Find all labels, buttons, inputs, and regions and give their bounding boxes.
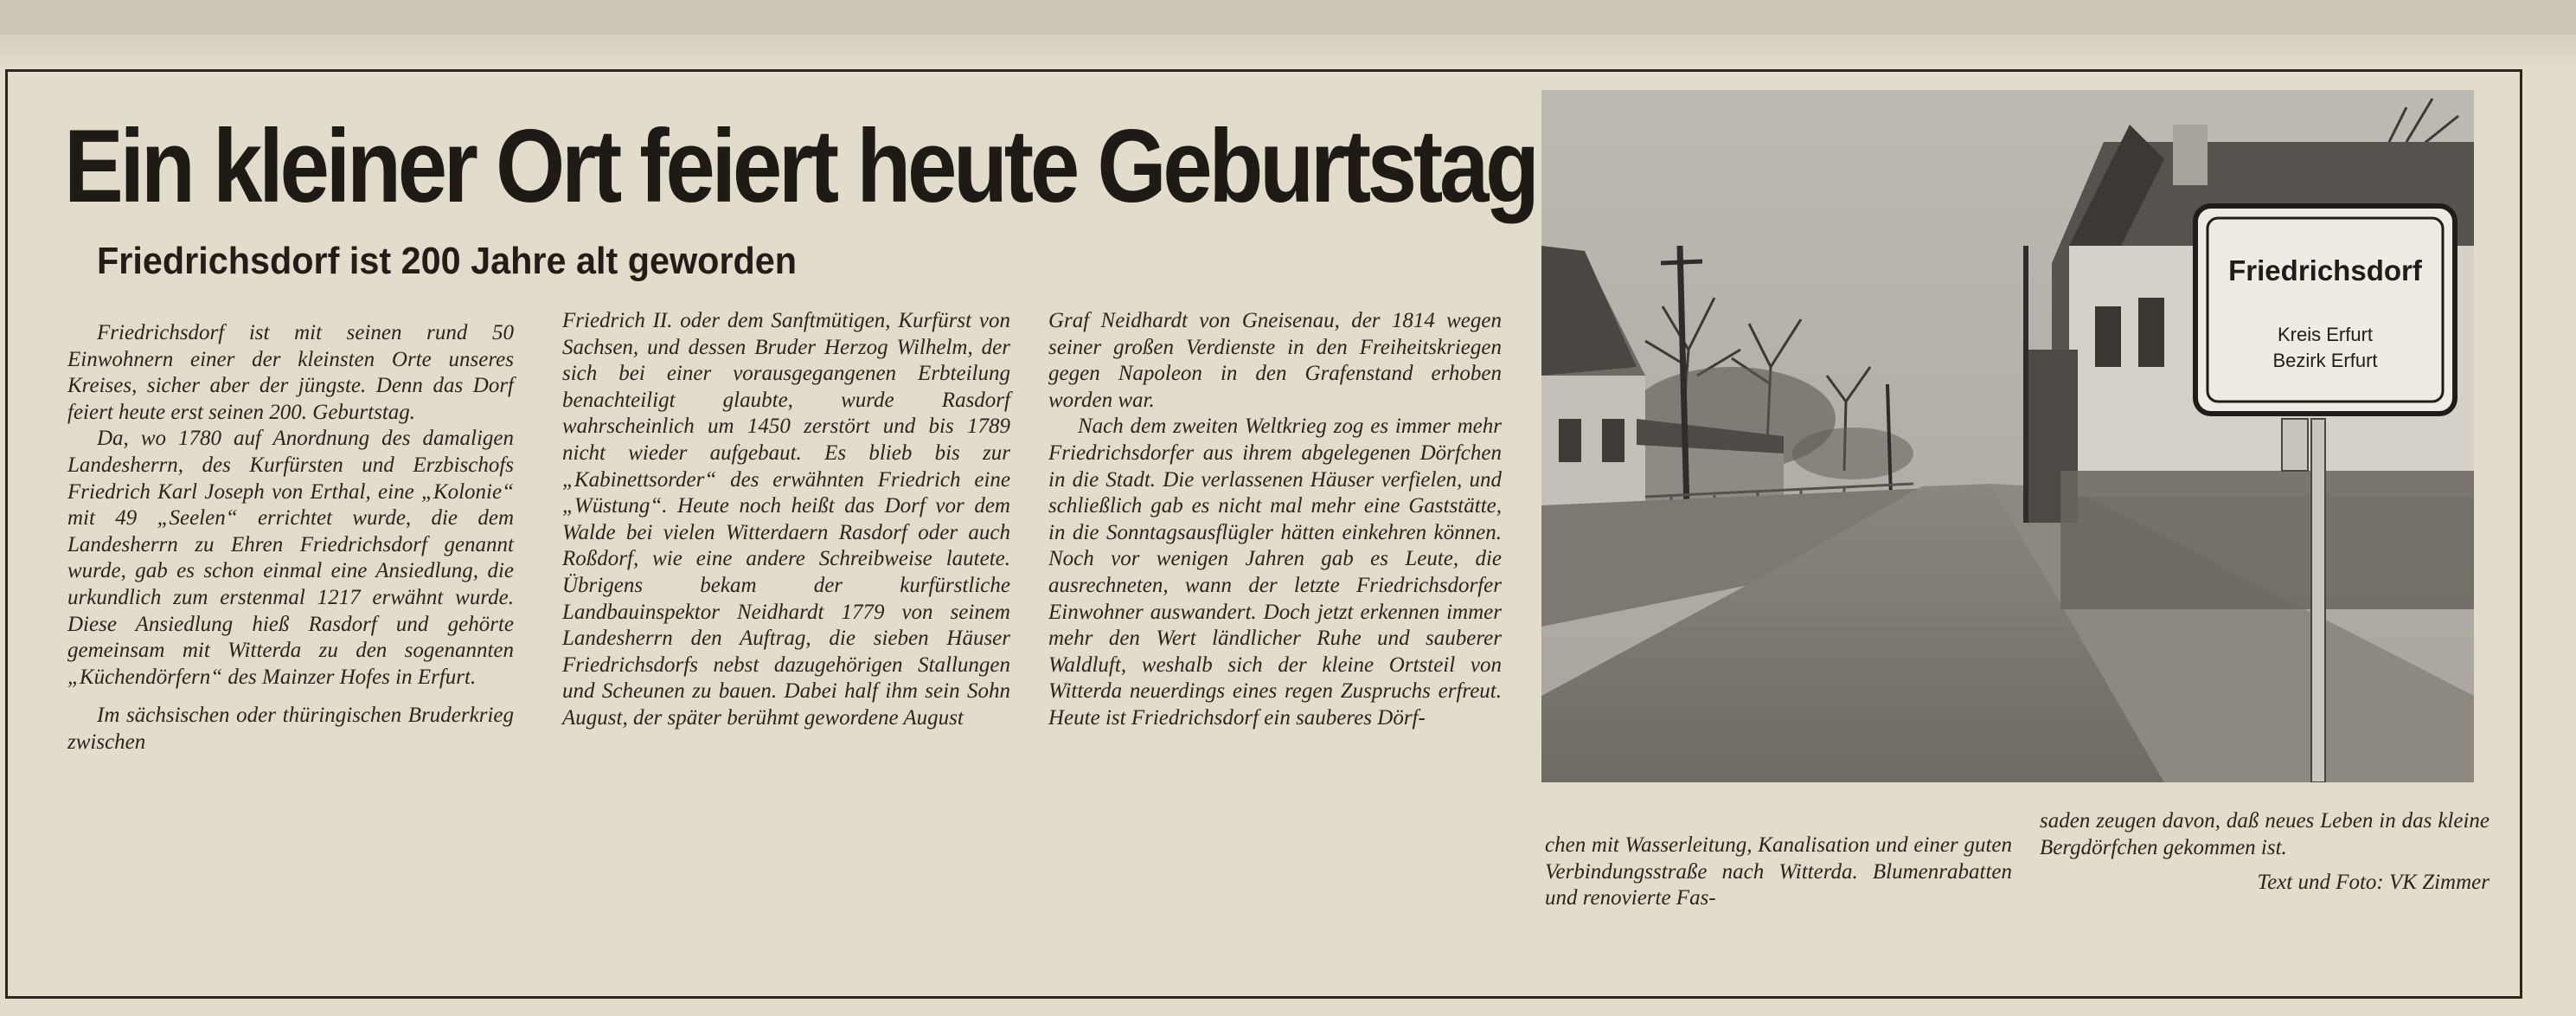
headline: Ein kleiner Ort feiert heute Geburtstag bbox=[64, 108, 1536, 224]
column-2-paragraph-1: Friedrich II. oder dem Sanftmütigen, Kurfürst von Sachsen, und dessen Bruder Herzog Wilhelm, der sich bei einer vorausgegangenen Erbteilung benachteiligt glaubte, wurde Rasdorf wahrscheinlich um 1450 zerstört und bis 1789 nicht wieder aufgebaut. Es blieb bis zur „Kabinettsorder“ des erwähnten Friedrich eine „Wüstung“. Heute noch heißt das Dorf vor dem Walde bei vielen Witterdaern Rasdorf oder auch Roßdorf, wie eine andere Schreibweise lautete. Übrigens bekam der kurfürstliche Landbauinspektor Neidhardt 1779 von seinem Landesherrn den Auftrag, die sieben Häuser Friedrichsdorfs nebst dazugehörigen Stallungen und Scheunen zu bauen. Dabei half ihm sein Sohn August, der später berühmt gewordene August bbox=[562, 309, 1010, 730]
hedge bbox=[2060, 471, 2474, 609]
article-column-2 bbox=[562, 308, 1010, 732]
column-3-paragraph-2: Nach dem zweiten Weltkrieg zog es immer mehr Friedrichsdorfer aus ihrem abgelegenen Dörfchen in die Stadt. Die verlassenen Häuser verfielen, und schließlich gab es nicht mal mehr eine Gaststätte, in die Sonntagsausflügler hätten einkehren können. Noch vor wenigen Jahren gab es Leute, die ausrechneten, wann der letzte Friedrichsdorfer Einwohner auswandert. Doch jetzt erkennen immer mehr den Wert ländlicher Ruhe und sauberer Waldluft, weshalb sich der kleine Ortsteil von Witterda neuerdings eines regen Zuspruchs erfreut. Heute ist Friedrichsdorf ein sauberes Dörf- bbox=[1048, 415, 1502, 730]
column-1-paragraph-1: Friedrichsdorf ist mit seinen rund 50 Einwohnern einer der kleinsten Orte unseres Kreises, sicher aber der jüngste. Denn das Dorf feiert heute erst seinen 200. Geburtstag. bbox=[67, 321, 514, 424]
article-column-4 bbox=[1545, 833, 2012, 912]
sign-district-line-2: Bezirk Erfurt bbox=[2272, 350, 2378, 371]
column-5-paragraph-1: saden zeugen davon, daß neues Leben in das kleine Bergdörfchen gekommen ist. bbox=[2040, 809, 2489, 859]
tree-mass bbox=[1792, 428, 1913, 479]
paper-top-edge bbox=[0, 35, 2576, 69]
column-1-paragraph-2: Da, wo 1780 auf Anordnung des damaligen Landesherrn, des Kurfürsten und Erzbischofs Friedrich Karl Joseph von Erthal, eine „Kolonie“ mit 49 „Seelen“ errichtet wurde, die dem Landesherrn zu Ehren Friedrichsdorf genannt wurde, gab es schon einmal eine Ansiedlung, die urkundlich zum erstenmal 1217 erwähnt wurde. Diese Ansiedlung hieß Rasdorf und gehörte gemeinsam mit Witterda zu den sogenannten „Küchendörfern“ des Mainzer Hofes in Erfurt. bbox=[67, 427, 514, 689]
article-column-3 bbox=[1048, 308, 1502, 732]
village-photo bbox=[1541, 90, 2474, 782]
article-column-5 bbox=[2040, 808, 2489, 897]
subheadline: Friedrichsdorf ist 200 Jahre alt geworden bbox=[97, 240, 798, 282]
sign-town-name: Friedrichsdorf bbox=[2228, 254, 2422, 286]
photo-credit: Text und Foto: VK Zimmer bbox=[2257, 871, 2489, 895]
article-column-1 bbox=[67, 320, 514, 756]
column-4-paragraph-1: chen mit Wasserleitung, Kanalisation und einer guten Verbindungsstraße nach Witterda. Blumenrabatten und renovierte Fas- bbox=[1545, 833, 2012, 910]
sign-district-line-1: Kreis Erfurt bbox=[2277, 324, 2374, 345]
column-3-paragraph-1: Graf Neidhardt von Gneisenau, der 1814 wegen seiner großen Verdienste in den Freiheitskriegen gegen Napoleon in den Grafenstand erhoben worden war. bbox=[1048, 309, 1502, 412]
column-1-paragraph-3: Im sächsischen oder thüringischen Bruderkrieg zwischen bbox=[67, 704, 514, 754]
